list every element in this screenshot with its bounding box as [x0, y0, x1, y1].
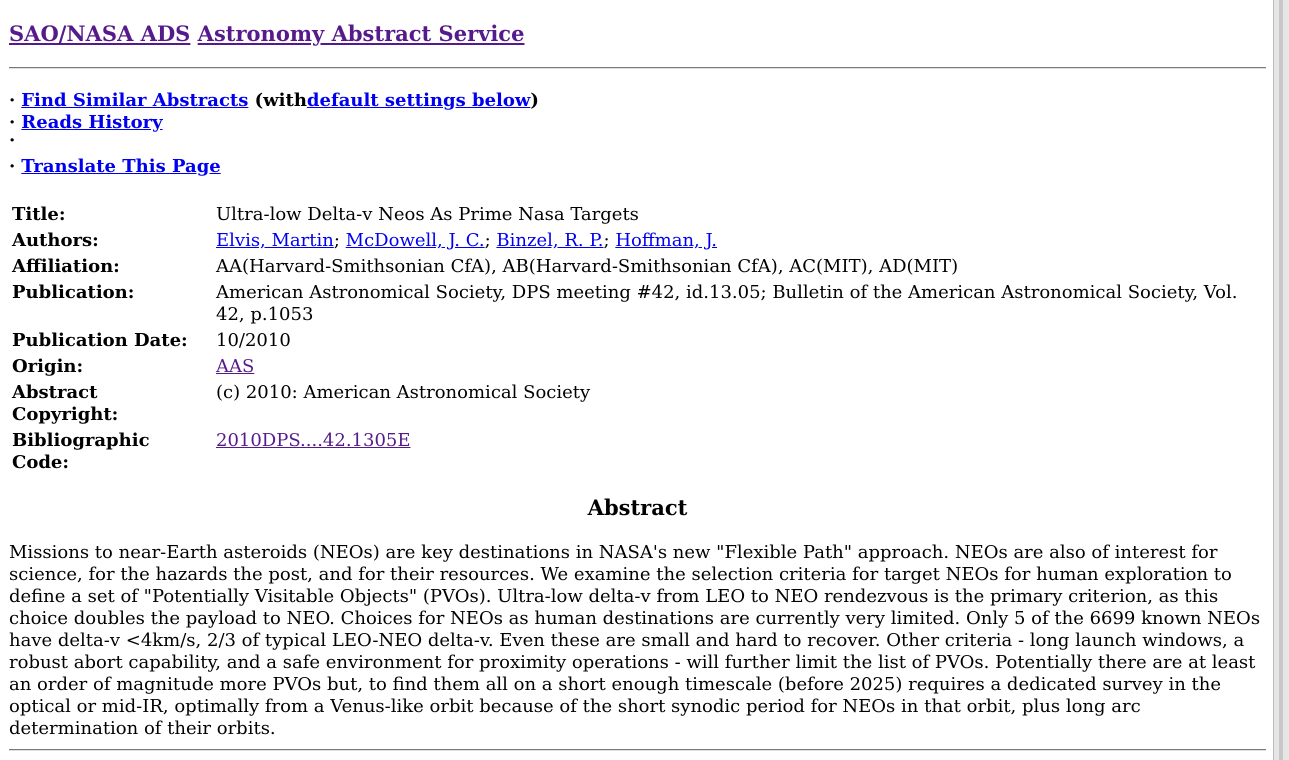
- publication-row: [9, 280, 1259, 328]
- find-similar-abstracts-link[interactable]: Find Similar Abstracts: [21, 90, 249, 111]
- author-separator: ;: [333, 230, 340, 251]
- affiliation-label: Affiliation:: [12, 256, 120, 277]
- empty-bullet-row: [9, 130, 539, 156]
- action-links: [9, 90, 539, 178]
- authors-value: [213, 228, 1259, 254]
- affiliation-value: AA(Harvard-Smithsonian CfA), AB(Harvard-Smithsonian CfA), AC(MIT), AD(MIT): [216, 256, 959, 277]
- copyright-value: (c) 2010: American Astronomical Society: [216, 382, 591, 403]
- publication-date-label: Publication Date:: [12, 330, 188, 351]
- default-settings-link[interactable]: default settings below: [306, 90, 531, 111]
- title-row: [9, 202, 1259, 228]
- origin-row: [9, 354, 1259, 380]
- copyright-row: [9, 380, 1259, 428]
- author-separator: ;: [484, 230, 491, 251]
- footer-divider: [9, 749, 1266, 751]
- abstract-service-link[interactable]: Astronomy Abstract Service: [197, 21, 525, 46]
- page-header: [9, 20, 524, 48]
- bullet: ·: [9, 130, 16, 151]
- bibcode-row: [9, 428, 1259, 476]
- find-similar-row: [9, 90, 539, 112]
- author-link[interactable]: McDowell, J. C.: [345, 230, 485, 251]
- header-divider: [9, 67, 1266, 69]
- authors-label: Authors:: [12, 230, 99, 251]
- with-text-close: ): [530, 90, 539, 111]
- author-link[interactable]: Hoffman, J.: [615, 230, 718, 251]
- author-separator: ;: [603, 230, 610, 251]
- copyright-label: Abstract Copyright:: [12, 382, 119, 425]
- bibcode-link[interactable]: 2010DPS....42.1305E: [216, 430, 411, 451]
- ads-home-link[interactable]: SAO/NASA ADS: [9, 21, 191, 46]
- affiliation-row: [9, 254, 1259, 280]
- abstract-heading: Abstract: [587, 495, 688, 520]
- metadata-table: [9, 202, 1259, 476]
- publication-date-row: [9, 328, 1259, 354]
- bullet: ·: [9, 90, 16, 111]
- bullet: ·: [9, 112, 16, 133]
- title-value: Ultra-low Delta-v Neos As Prime Nasa Targets: [216, 204, 639, 225]
- with-text-open: (with: [254, 90, 307, 111]
- translate-row: [9, 156, 539, 178]
- bibcode-label: Bibliographic Code:: [12, 430, 150, 473]
- reads-history-row: [9, 112, 539, 134]
- publication-date-value: 10/2010: [216, 330, 291, 351]
- origin-label: Origin:: [12, 356, 84, 377]
- authors-row: [9, 228, 1259, 254]
- scrollbar-thumb[interactable]: [1279, 0, 1283, 760]
- title-label: Title:: [12, 204, 66, 225]
- bullet: ·: [9, 156, 16, 177]
- reads-history-link[interactable]: Reads History: [21, 112, 163, 133]
- publication-label: Publication:: [12, 282, 135, 303]
- author-link[interactable]: Binzel, R. P.: [496, 230, 604, 251]
- abstract-text: Missions to near-Earth asteroids (NEOs) are key destinations in NASA's new "Flexible Path" approach. NEOs are also of interest for science, for the hazards the post, and for their resources. We examine the selection criteria for target NEOs for human exploration to define a set of "Potentially Visitable Objects" (PVOs). Ultra-low delta-v from LEO to NEO rendezvous is the primary criterion, as this choice doubles the payload to NEO. Choices for NEOs as human destinations are currently very limited. Only 5 of the 6699 known NEOs have delta-v <4km/s, 2/3 of typical LEO-NEO delta-v. Even these are small and hard to recover. Other criteria - long launch windows, a robust abort capability, and a safe environment for proximity operations - will further limit the list of PVOs. Potentially there are at least an order of magnitude more PVOs but, to find them all on a short enough timescale (before 2025) requires a dedicated survey in the optical or mid-IR, optimally from a Venus-like orbit because of the short synodic period for NEOs in that orbit, plus long arc determination of their orbits.: [9, 542, 1261, 739]
- scrollbar[interactable]: [1273, 0, 1289, 760]
- origin-value: [213, 354, 1259, 380]
- bibcode-value: [213, 428, 1259, 476]
- publication-value: American Astronomical Society, DPS meeting #42, id.13.05; Bulletin of the American Astronomical Society, Vol. 42, p.1053: [216, 282, 1238, 325]
- author-link[interactable]: Elvis, Martin: [216, 230, 334, 251]
- translate-page-link[interactable]: Translate This Page: [21, 156, 221, 177]
- origin-link[interactable]: AAS: [216, 356, 255, 377]
